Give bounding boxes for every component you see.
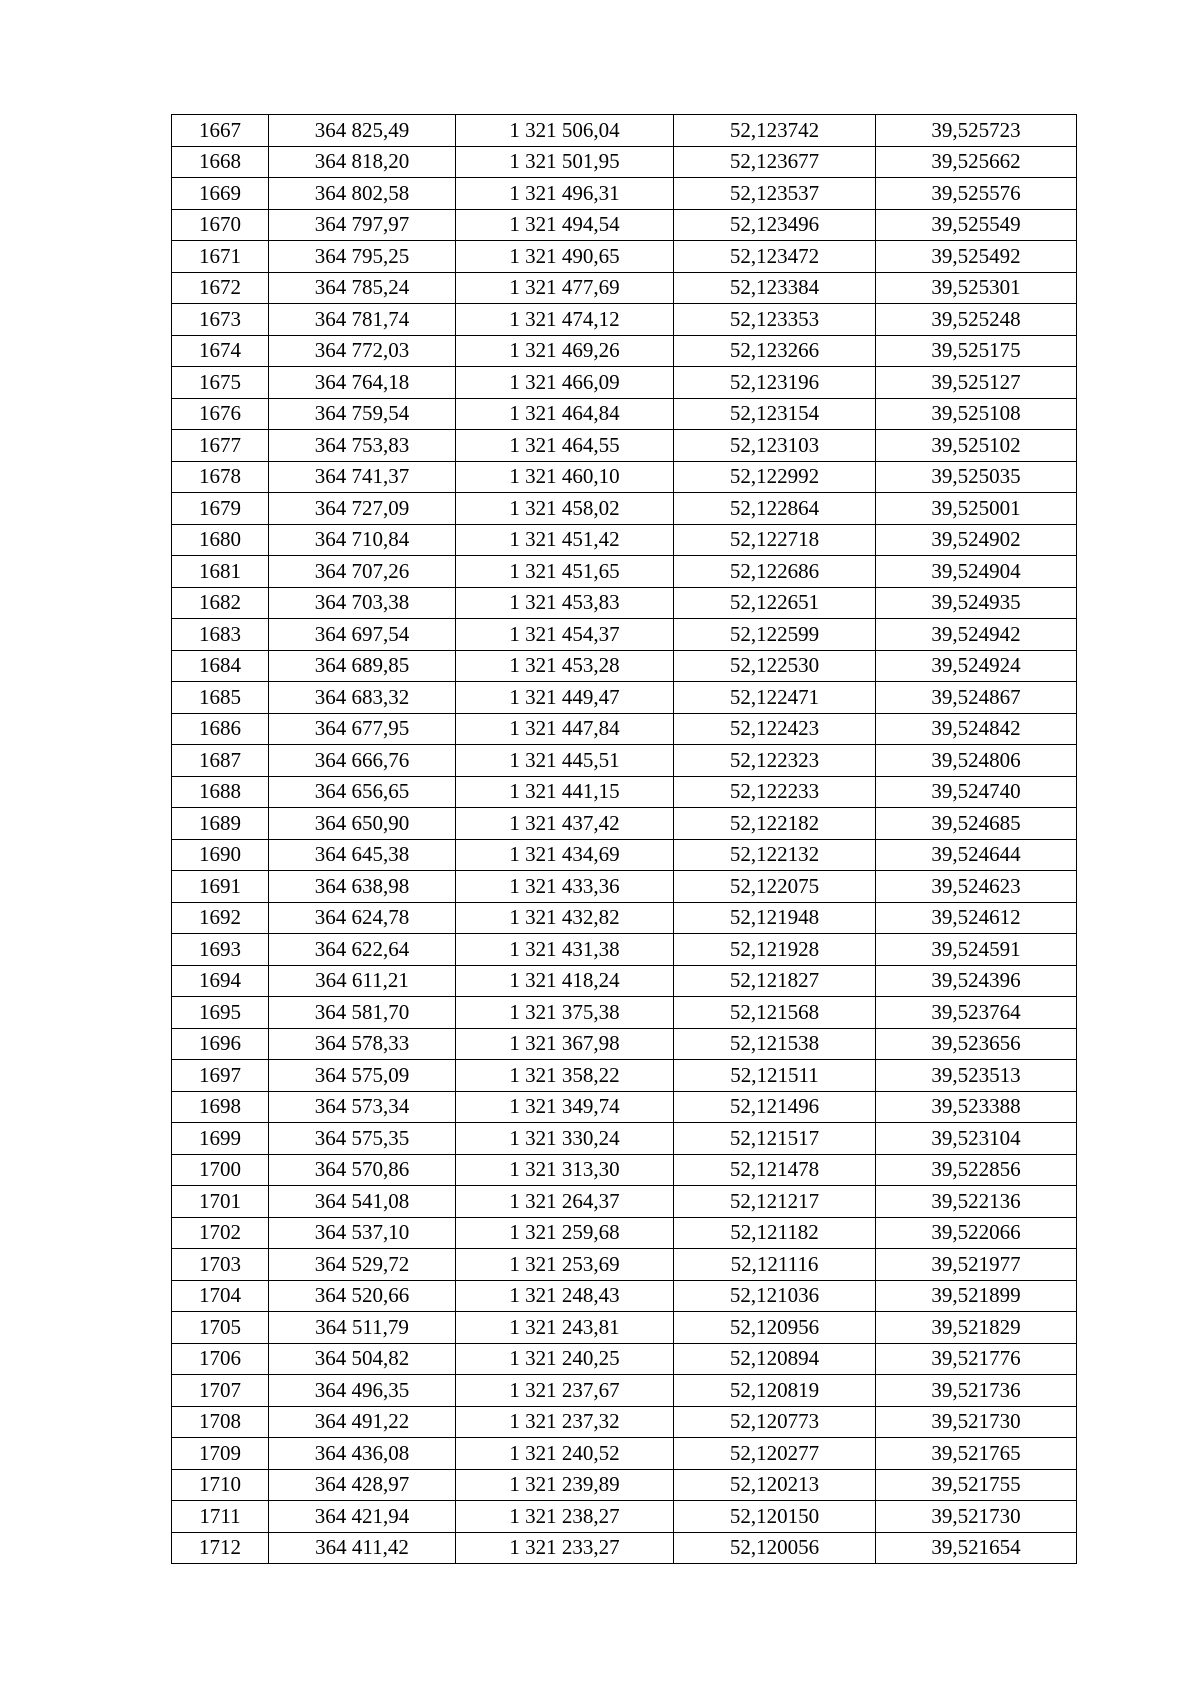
point-number-cell: 1689 [172,808,269,840]
x-coordinate-cell: 364 411,42 [269,1532,456,1564]
x-coordinate-cell: 364 511,79 [269,1312,456,1344]
point-number-cell: 1707 [172,1375,269,1407]
x-coordinate-cell: 364 645,38 [269,839,456,871]
longitude-cell: 39,521776 [876,1343,1077,1375]
longitude-cell: 39,524867 [876,682,1077,714]
longitude-cell: 39,525662 [876,146,1077,178]
y-coordinate-cell: 1 321 449,47 [456,682,674,714]
table-row [172,1186,1077,1218]
latitude-cell: 52,121496 [674,1091,876,1123]
latitude-cell: 52,122992 [674,461,876,493]
longitude-cell: 39,521765 [876,1438,1077,1470]
latitude-cell: 52,123196 [674,367,876,399]
y-coordinate-cell: 1 321 477,69 [456,272,674,304]
y-coordinate-cell: 1 321 496,31 [456,178,674,210]
point-number-cell: 1698 [172,1091,269,1123]
longitude-cell: 39,524904 [876,556,1077,588]
longitude-cell: 39,524806 [876,745,1077,777]
y-coordinate-cell: 1 321 237,32 [456,1406,674,1438]
longitude-cell: 39,525175 [876,335,1077,367]
point-number-cell: 1687 [172,745,269,777]
x-coordinate-cell: 364 697,54 [269,619,456,651]
table-row [172,997,1077,1029]
longitude-cell: 39,525549 [876,209,1077,241]
latitude-cell: 52,123154 [674,398,876,430]
point-number-cell: 1702 [172,1217,269,1249]
latitude-cell: 52,121511 [674,1060,876,1092]
longitude-cell: 39,521899 [876,1280,1077,1312]
point-number-cell: 1694 [172,965,269,997]
latitude-cell: 52,121568 [674,997,876,1029]
table-row [172,965,1077,997]
y-coordinate-cell: 1 321 253,69 [456,1249,674,1281]
longitude-cell: 39,524924 [876,650,1077,682]
y-coordinate-cell: 1 321 330,24 [456,1123,674,1155]
x-coordinate-cell: 364 764,18 [269,367,456,399]
x-coordinate-cell: 364 650,90 [269,808,456,840]
x-coordinate-cell: 364 818,20 [269,146,456,178]
latitude-cell: 52,122182 [674,808,876,840]
y-coordinate-cell: 1 321 243,81 [456,1312,674,1344]
table-row [172,1028,1077,1060]
x-coordinate-cell: 364 581,70 [269,997,456,1029]
longitude-cell: 39,525248 [876,304,1077,336]
longitude-cell: 39,521736 [876,1375,1077,1407]
table-row [172,398,1077,430]
latitude-cell: 52,123537 [674,178,876,210]
longitude-cell: 39,521755 [876,1469,1077,1501]
y-coordinate-cell: 1 321 259,68 [456,1217,674,1249]
table-row [172,304,1077,336]
longitude-cell: 39,524935 [876,587,1077,619]
point-number-cell: 1685 [172,682,269,714]
latitude-cell: 52,122651 [674,587,876,619]
x-coordinate-cell: 364 504,82 [269,1343,456,1375]
point-number-cell: 1700 [172,1154,269,1186]
table-row [172,430,1077,462]
table-row [172,871,1077,903]
longitude-cell: 39,522856 [876,1154,1077,1186]
point-number-cell: 1708 [172,1406,269,1438]
x-coordinate-cell: 364 677,95 [269,713,456,745]
point-number-cell: 1703 [172,1249,269,1281]
point-number-cell: 1678 [172,461,269,493]
y-coordinate-cell: 1 321 358,22 [456,1060,674,1092]
y-coordinate-cell: 1 321 240,25 [456,1343,674,1375]
table-row [172,1532,1077,1564]
y-coordinate-cell: 1 321 451,65 [456,556,674,588]
point-number-cell: 1693 [172,934,269,966]
table-row [172,461,1077,493]
x-coordinate-cell: 364 710,84 [269,524,456,556]
table-row [172,1091,1077,1123]
latitude-cell: 52,123103 [674,430,876,462]
latitude-cell: 52,121116 [674,1249,876,1281]
y-coordinate-cell: 1 321 239,89 [456,1469,674,1501]
y-coordinate-cell: 1 321 506,04 [456,115,674,147]
x-coordinate-cell: 364 575,35 [269,1123,456,1155]
point-number-cell: 1679 [172,493,269,525]
table-row [172,902,1077,934]
point-number-cell: 1697 [172,1060,269,1092]
y-coordinate-cell: 1 321 237,67 [456,1375,674,1407]
latitude-cell: 52,120277 [674,1438,876,1470]
point-number-cell: 1709 [172,1438,269,1470]
latitude-cell: 52,120819 [674,1375,876,1407]
y-coordinate-cell: 1 321 454,37 [456,619,674,651]
y-coordinate-cell: 1 321 433,36 [456,871,674,903]
latitude-cell: 52,122075 [674,871,876,903]
x-coordinate-cell: 364 666,76 [269,745,456,777]
point-number-cell: 1712 [172,1532,269,1564]
table-row [172,934,1077,966]
table-row [172,713,1077,745]
latitude-cell: 52,121182 [674,1217,876,1249]
x-coordinate-cell: 364 428,97 [269,1469,456,1501]
point-number-cell: 1706 [172,1343,269,1375]
x-coordinate-cell: 364 753,83 [269,430,456,462]
latitude-cell: 52,121217 [674,1186,876,1218]
longitude-cell: 39,524396 [876,965,1077,997]
y-coordinate-cell: 1 321 375,38 [456,997,674,1029]
longitude-cell: 39,521654 [876,1532,1077,1564]
table-row [172,1343,1077,1375]
x-coordinate-cell: 364 436,08 [269,1438,456,1470]
x-coordinate-cell: 364 541,08 [269,1186,456,1218]
point-number-cell: 1686 [172,713,269,745]
latitude-cell: 52,122599 [674,619,876,651]
table-row [172,1249,1077,1281]
longitude-cell: 39,521977 [876,1249,1077,1281]
y-coordinate-cell: 1 321 490,65 [456,241,674,273]
latitude-cell: 52,122132 [674,839,876,871]
latitude-cell: 52,122323 [674,745,876,777]
point-number-cell: 1674 [172,335,269,367]
x-coordinate-cell: 364 611,21 [269,965,456,997]
point-number-cell: 1701 [172,1186,269,1218]
longitude-cell: 39,525102 [876,430,1077,462]
x-coordinate-cell: 364 727,09 [269,493,456,525]
latitude-cell: 52,120956 [674,1312,876,1344]
y-coordinate-cell: 1 321 431,38 [456,934,674,966]
point-number-cell: 1669 [172,178,269,210]
table-row [172,146,1077,178]
latitude-cell: 52,120894 [674,1343,876,1375]
x-coordinate-cell: 364 624,78 [269,902,456,934]
point-number-cell: 1677 [172,430,269,462]
longitude-cell: 39,524591 [876,934,1077,966]
point-number-cell: 1676 [172,398,269,430]
latitude-cell: 52,122471 [674,682,876,714]
latitude-cell: 52,120150 [674,1501,876,1533]
x-coordinate-cell: 364 496,35 [269,1375,456,1407]
longitude-cell: 39,523513 [876,1060,1077,1092]
point-number-cell: 1699 [172,1123,269,1155]
y-coordinate-cell: 1 321 460,10 [456,461,674,493]
table-row [172,1154,1077,1186]
x-coordinate-cell: 364 520,66 [269,1280,456,1312]
latitude-cell: 52,122530 [674,650,876,682]
latitude-cell: 52,120056 [674,1532,876,1564]
longitude-cell: 39,524842 [876,713,1077,745]
y-coordinate-cell: 1 321 447,84 [456,713,674,745]
x-coordinate-cell: 364 529,72 [269,1249,456,1281]
longitude-cell: 39,523104 [876,1123,1077,1155]
table-row [172,1469,1077,1501]
x-coordinate-cell: 364 772,03 [269,335,456,367]
point-number-cell: 1688 [172,776,269,808]
table-row [172,1406,1077,1438]
latitude-cell: 52,123472 [674,241,876,273]
x-coordinate-cell: 364 575,09 [269,1060,456,1092]
point-number-cell: 1705 [172,1312,269,1344]
point-number-cell: 1671 [172,241,269,273]
y-coordinate-cell: 1 321 432,82 [456,902,674,934]
longitude-cell: 39,525301 [876,272,1077,304]
x-coordinate-cell: 364 638,98 [269,871,456,903]
table-row [172,556,1077,588]
latitude-cell: 52,123677 [674,146,876,178]
latitude-cell: 52,123742 [674,115,876,147]
coordinates-table-body [172,115,1077,1564]
y-coordinate-cell: 1 321 451,42 [456,524,674,556]
longitude-cell: 39,525108 [876,398,1077,430]
y-coordinate-cell: 1 321 240,52 [456,1438,674,1470]
latitude-cell: 52,120773 [674,1406,876,1438]
latitude-cell: 52,123353 [674,304,876,336]
point-number-cell: 1680 [172,524,269,556]
x-coordinate-cell: 364 689,85 [269,650,456,682]
table-row [172,1501,1077,1533]
point-number-cell: 1690 [172,839,269,871]
x-coordinate-cell: 364 573,34 [269,1091,456,1123]
y-coordinate-cell: 1 321 313,30 [456,1154,674,1186]
latitude-cell: 52,121538 [674,1028,876,1060]
longitude-cell: 39,524612 [876,902,1077,934]
latitude-cell: 52,122686 [674,556,876,588]
latitude-cell: 52,121478 [674,1154,876,1186]
coordinates-table [171,114,1077,1564]
point-number-cell: 1672 [172,272,269,304]
y-coordinate-cell: 1 321 464,84 [456,398,674,430]
y-coordinate-cell: 1 321 437,42 [456,808,674,840]
y-coordinate-cell: 1 321 469,26 [456,335,674,367]
latitude-cell: 52,123384 [674,272,876,304]
table-row [172,839,1077,871]
x-coordinate-cell: 364 795,25 [269,241,456,273]
longitude-cell: 39,524644 [876,839,1077,871]
longitude-cell: 39,524902 [876,524,1077,556]
point-number-cell: 1675 [172,367,269,399]
longitude-cell: 39,523764 [876,997,1077,1029]
table-row [172,1375,1077,1407]
point-number-cell: 1683 [172,619,269,651]
latitude-cell: 52,121928 [674,934,876,966]
longitude-cell: 39,525576 [876,178,1077,210]
table-row [172,776,1077,808]
table-row [172,587,1077,619]
x-coordinate-cell: 364 797,97 [269,209,456,241]
longitude-cell: 39,524942 [876,619,1077,651]
point-number-cell: 1691 [172,871,269,903]
longitude-cell: 39,525001 [876,493,1077,525]
y-coordinate-cell: 1 321 233,27 [456,1532,674,1564]
longitude-cell: 39,523388 [876,1091,1077,1123]
table-row [172,650,1077,682]
longitude-cell: 39,522066 [876,1217,1077,1249]
point-number-cell: 1696 [172,1028,269,1060]
y-coordinate-cell: 1 321 466,09 [456,367,674,399]
table-row [172,115,1077,147]
table-row [172,619,1077,651]
table-row [172,209,1077,241]
y-coordinate-cell: 1 321 453,28 [456,650,674,682]
x-coordinate-cell: 364 537,10 [269,1217,456,1249]
table-row [172,493,1077,525]
longitude-cell: 39,525492 [876,241,1077,273]
x-coordinate-cell: 364 622,64 [269,934,456,966]
table-row [172,335,1077,367]
longitude-cell: 39,521829 [876,1312,1077,1344]
x-coordinate-cell: 364 703,38 [269,587,456,619]
point-number-cell: 1711 [172,1501,269,1533]
point-number-cell: 1704 [172,1280,269,1312]
x-coordinate-cell: 364 802,58 [269,178,456,210]
table-row [172,745,1077,777]
y-coordinate-cell: 1 321 264,37 [456,1186,674,1218]
y-coordinate-cell: 1 321 349,74 [456,1091,674,1123]
y-coordinate-cell: 1 321 464,55 [456,430,674,462]
table-row [172,1438,1077,1470]
y-coordinate-cell: 1 321 453,83 [456,587,674,619]
longitude-cell: 39,521730 [876,1406,1077,1438]
table-row [172,524,1077,556]
point-number-cell: 1673 [172,304,269,336]
table-row [172,241,1077,273]
x-coordinate-cell: 364 785,24 [269,272,456,304]
longitude-cell: 39,523656 [876,1028,1077,1060]
latitude-cell: 52,122233 [674,776,876,808]
y-coordinate-cell: 1 321 441,15 [456,776,674,808]
y-coordinate-cell: 1 321 494,54 [456,209,674,241]
latitude-cell: 52,122718 [674,524,876,556]
point-number-cell: 1670 [172,209,269,241]
x-coordinate-cell: 364 421,94 [269,1501,456,1533]
x-coordinate-cell: 364 656,65 [269,776,456,808]
point-number-cell: 1682 [172,587,269,619]
y-coordinate-cell: 1 321 474,12 [456,304,674,336]
latitude-cell: 52,121948 [674,902,876,934]
y-coordinate-cell: 1 321 418,24 [456,965,674,997]
point-number-cell: 1684 [172,650,269,682]
y-coordinate-cell: 1 321 501,95 [456,146,674,178]
y-coordinate-cell: 1 321 445,51 [456,745,674,777]
x-coordinate-cell: 364 825,49 [269,115,456,147]
latitude-cell: 52,123496 [674,209,876,241]
longitude-cell: 39,524685 [876,808,1077,840]
latitude-cell: 52,122423 [674,713,876,745]
longitude-cell: 39,525035 [876,461,1077,493]
longitude-cell: 39,525723 [876,115,1077,147]
point-number-cell: 1695 [172,997,269,1029]
x-coordinate-cell: 364 578,33 [269,1028,456,1060]
table-row [172,1312,1077,1344]
latitude-cell: 52,120213 [674,1469,876,1501]
point-number-cell: 1681 [172,556,269,588]
table-row [172,178,1077,210]
longitude-cell: 39,524740 [876,776,1077,808]
table-row [172,808,1077,840]
y-coordinate-cell: 1 321 458,02 [456,493,674,525]
x-coordinate-cell: 364 741,37 [269,461,456,493]
point-number-cell: 1668 [172,146,269,178]
x-coordinate-cell: 364 491,22 [269,1406,456,1438]
point-number-cell: 1710 [172,1469,269,1501]
table-row [172,1217,1077,1249]
table-row [172,1280,1077,1312]
longitude-cell: 39,522136 [876,1186,1077,1218]
longitude-cell: 39,525127 [876,367,1077,399]
table-row [172,272,1077,304]
y-coordinate-cell: 1 321 248,43 [456,1280,674,1312]
latitude-cell: 52,121827 [674,965,876,997]
x-coordinate-cell: 364 707,26 [269,556,456,588]
x-coordinate-cell: 364 781,74 [269,304,456,336]
latitude-cell: 52,122864 [674,493,876,525]
table-row [172,682,1077,714]
table-row [172,367,1077,399]
x-coordinate-cell: 364 683,32 [269,682,456,714]
point-number-cell: 1692 [172,902,269,934]
table-row [172,1123,1077,1155]
y-coordinate-cell: 1 321 434,69 [456,839,674,871]
latitude-cell: 52,121517 [674,1123,876,1155]
latitude-cell: 52,121036 [674,1280,876,1312]
longitude-cell: 39,521730 [876,1501,1077,1533]
x-coordinate-cell: 364 570,86 [269,1154,456,1186]
latitude-cell: 52,123266 [674,335,876,367]
y-coordinate-cell: 1 321 238,27 [456,1501,674,1533]
point-number-cell: 1667 [172,115,269,147]
x-coordinate-cell: 364 759,54 [269,398,456,430]
table-row [172,1060,1077,1092]
longitude-cell: 39,524623 [876,871,1077,903]
y-coordinate-cell: 1 321 367,98 [456,1028,674,1060]
